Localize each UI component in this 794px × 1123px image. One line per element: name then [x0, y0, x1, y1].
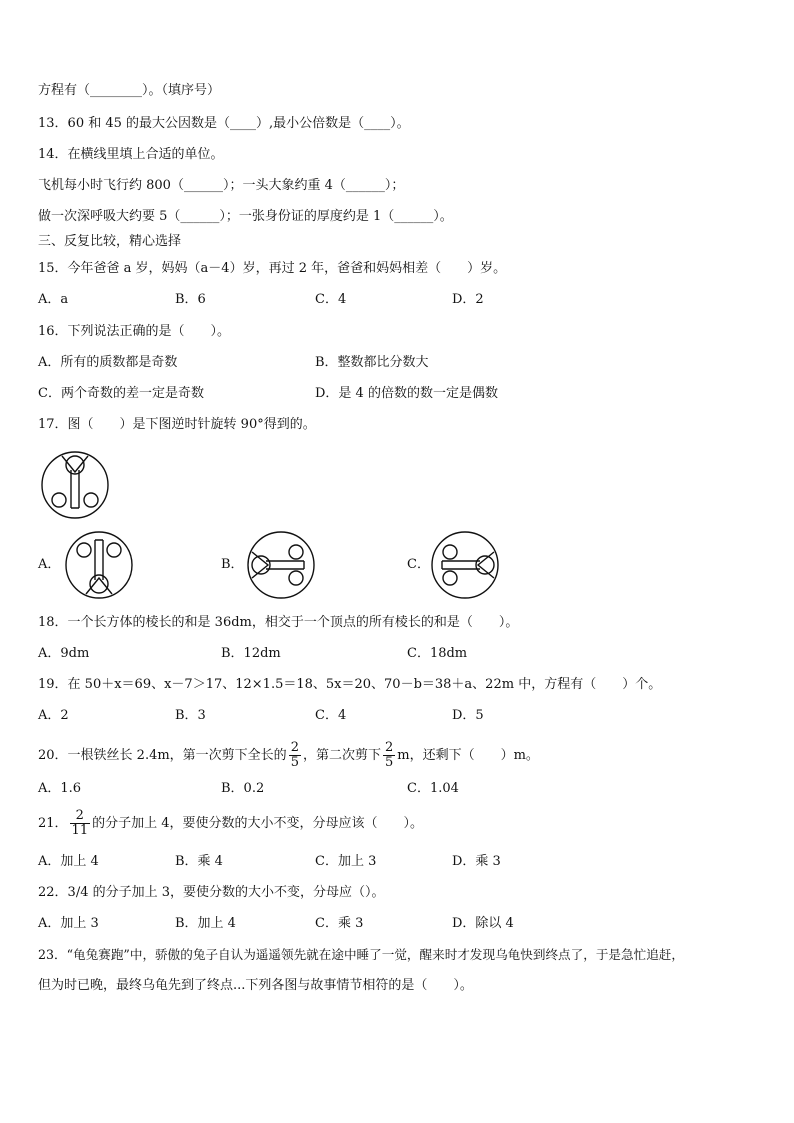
question-21 — [38, 806, 423, 842]
question-17: 17．图（ ）是下图逆时针旋转 90°得到的。 — [38, 417, 316, 432]
option-a: A．所有的质数都是奇数 — [38, 355, 178, 370]
option-b: B．加上 4 — [175, 916, 236, 931]
option-c: C．1.04 — [407, 781, 459, 796]
q12-tail: 方程有（________）。（填序号） — [38, 83, 221, 98]
option-b: B．0.2 — [221, 781, 265, 796]
option-b: B．6 — [175, 292, 206, 307]
q20-fraction-2: $\frac{2}{5}$ — [384, 740, 394, 770]
section-3-heading: 三、反复比较，精心选择 — [38, 234, 182, 249]
question-16: 16．下列说法正确的是（ ）。 — [38, 324, 231, 339]
option-c: C．18dm — [407, 646, 468, 661]
question-14: 14．在横线里填上合适的单位。 — [38, 147, 224, 162]
option-d: D．2 — [452, 292, 484, 307]
q17-option-c-figure — [430, 530, 500, 600]
q17-option-c-label: C． — [407, 557, 430, 572]
q17-option-b-figure — [246, 530, 316, 600]
question-14-line-1: 飞机每小时飞行约 800（______）；一头大象约重 4（______）； — [38, 178, 405, 193]
option-c: C．4 — [315, 292, 347, 307]
question-15: 15．今年爸爸 a 岁，妈妈（a－4）岁，再过 2 年，爸爸和妈妈相差（ ）岁。 — [38, 261, 507, 276]
option-c: C．两个奇数的差一定是奇数 — [38, 386, 204, 401]
option-c: C．加上 3 — [315, 854, 377, 869]
option-d: D．乘 3 — [452, 854, 501, 869]
option-a: A．a — [38, 292, 69, 307]
option-c: C．4 — [315, 708, 347, 723]
question-22: 22．3/4 的分子加上 3，要使分数的大小不变，分母应（）。 — [38, 885, 385, 900]
option-d: D．除以 4 — [452, 916, 514, 931]
option-b: B．3 — [175, 708, 206, 723]
option-b: B．整数都比分数大 — [315, 355, 429, 370]
q20-text-2: ，第二次剪下 — [302, 748, 381, 763]
q17-option-a-label: A． — [38, 557, 61, 572]
option-d: D．5 — [452, 708, 484, 723]
question-20 — [38, 738, 539, 774]
q21-text: 的分子加上 4，要使分数的大小不变，分母应该（ ）。 — [92, 816, 423, 831]
option-a: A．2 — [38, 708, 69, 723]
option-c: C．乘 3 — [315, 916, 364, 931]
question-13: 13．60 和 45 的最大公因数是（____）,最小公倍数是（____）。 — [38, 116, 410, 131]
q17-option-b-label: B． — [221, 557, 244, 572]
question-18: 18．一个长方体的棱长的和是 36dm，相交于一个顶点的所有棱长的和是（ ）。 — [38, 615, 519, 630]
option-a: A．9dm — [38, 646, 90, 661]
option-b: B．乘 4 — [175, 854, 223, 869]
q20-text-3: m，还剩下（ ）m。 — [397, 748, 539, 763]
option-a: A．加上 3 — [38, 916, 99, 931]
question-19: 19．在 50＋x＝69、x－7＞17、12×1.5＝18、5x＝20、70－b＝38＋a、22m 中，方程有（ ）个。 — [38, 677, 662, 692]
question-14-line-2: 做一次深呼吸大约要 5（______）；一张身份证的厚度约是 1（______）。 — [38, 209, 453, 224]
original-rotation-figure — [40, 450, 110, 520]
q21-number: 21． — [38, 816, 68, 831]
q21-fraction: $\frac{2}{11}$ — [71, 808, 89, 838]
option-d: D．是 4 的倍数的数一定是偶数 — [315, 386, 498, 401]
q20-fraction-1: $\frac{2}{5}$ — [290, 740, 299, 770]
option-a: A．加上 4 — [38, 854, 99, 869]
q20-text-1: 20．一根铁丝长 2.4m，第一次剪下全长的 — [38, 748, 287, 763]
question-23-line-1: 23．“龟兔赛跑”中，骄傲的兔子自认为遥遥领先就在途中睡了一觉，醒来时才发现乌龟快到终点了，于是急忙追赶， — [38, 947, 684, 962]
option-a: A．1.6 — [38, 781, 82, 796]
q17-option-a-figure — [64, 530, 134, 600]
question-23-line-2: 但为时已晚，最终乌龟先到了终点...下列各图与故事情节相符的是（ ）。 — [38, 978, 473, 993]
option-b: B．12dm — [221, 646, 281, 661]
